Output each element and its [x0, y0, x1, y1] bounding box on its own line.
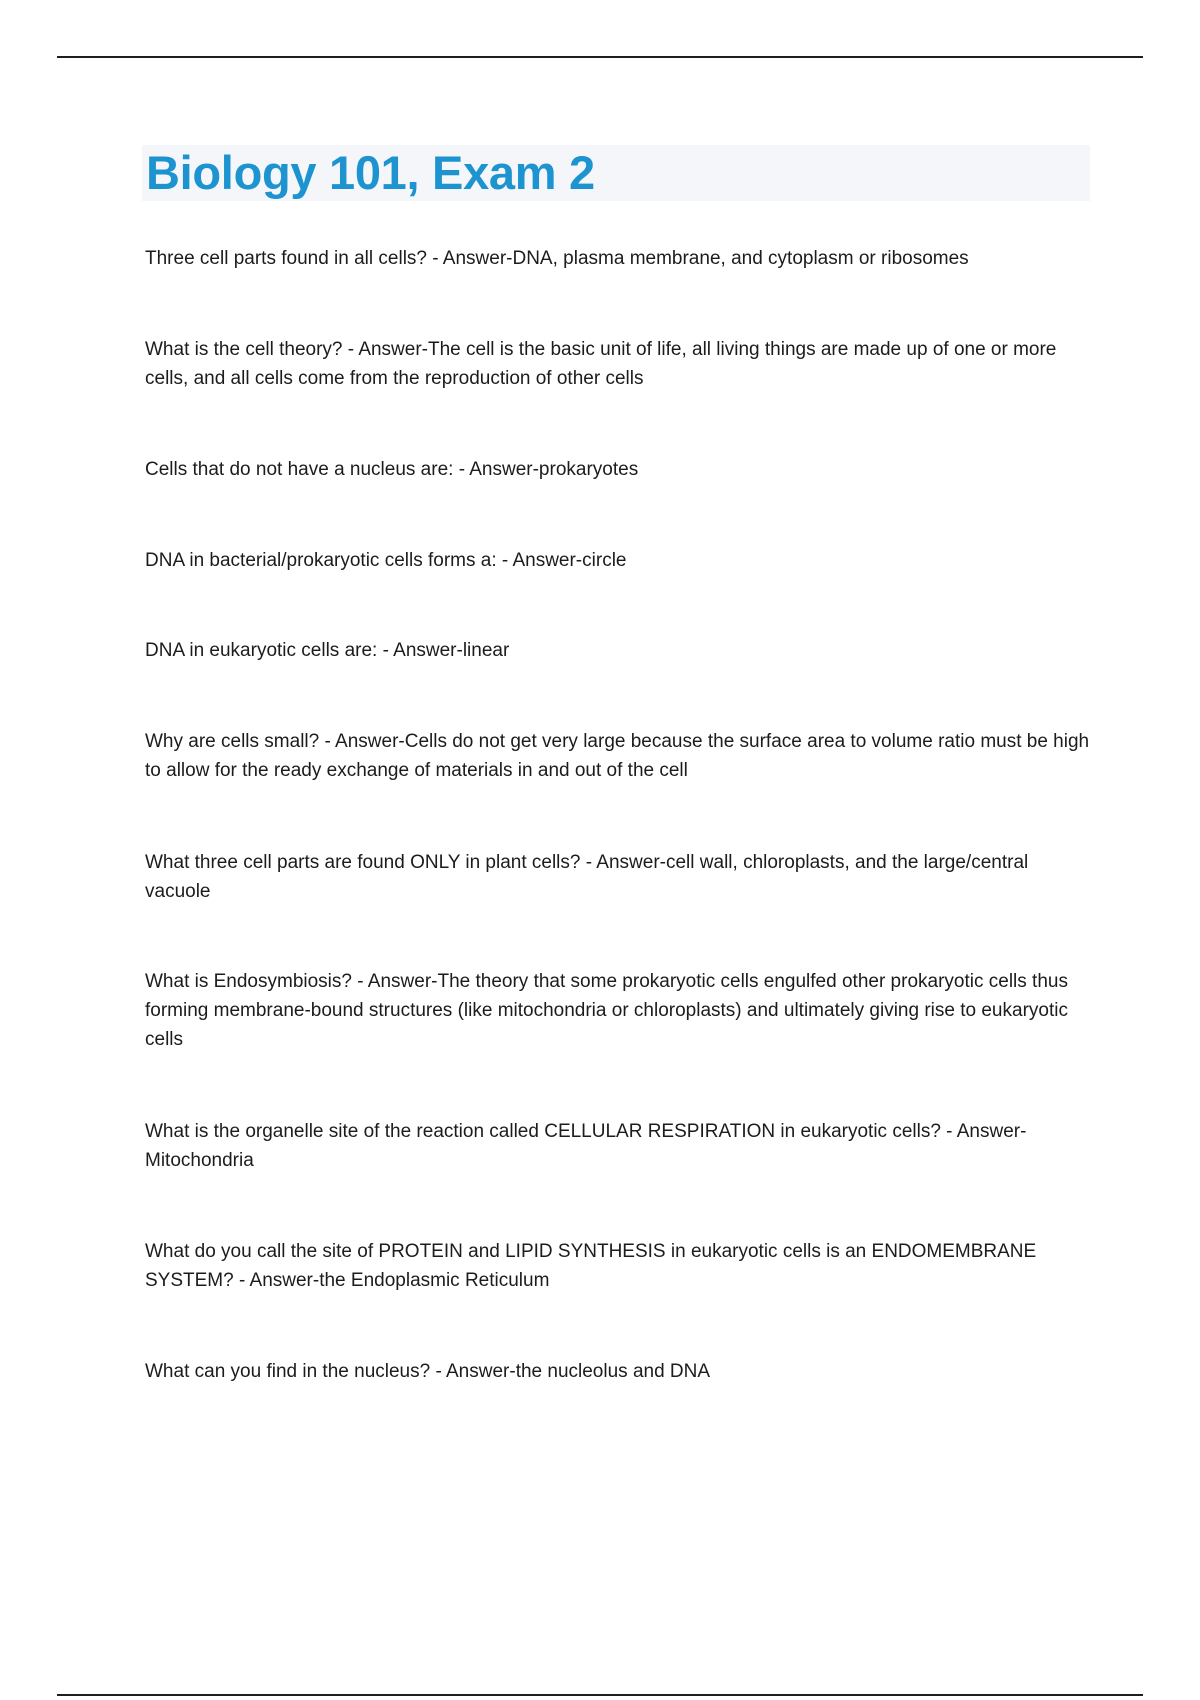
qa-item-4: DNA in bacterial/prokaryotic cells forms a: - Answer-circle: [145, 550, 627, 571]
qa-item-1: Three cell parts found in all cells? - Answer-DNA, plasma membrane, and cytoplasm or ribosomes: [145, 248, 969, 269]
qa-item-7: What three cell parts are found ONLY in plant cells? - Answer-cell wall, chloroplasts, and the large/central vacuole: [145, 852, 1029, 902]
qa-item-6: Why are cells small? - Answer-Cells do not get very large because the surface area to volume ratio must be high to allow for the ready exchange of materials in and out of the cell: [145, 731, 1090, 781]
qa-item-5: DNA in eukaryotic cells are: - Answer-linear: [145, 640, 510, 661]
top-rule: [57, 56, 1143, 58]
qa-item-10: What do you call the site of PROTEIN and LIPID SYNTHESIS in eukaryotic cells is an ENDOMEMBRANE SYSTEM? - Answer-the Endoplasmic Reticulum: [145, 1241, 1037, 1291]
bottom-rule: [57, 1694, 1143, 1696]
qa-item-8: What is Endosymbiosis? - Answer-The theory that some prokaryotic cells engulfed other prokaryotic cells thus forming membrane-bound structures (like mitochondria or chloroplasts) and ultimately giving rise to eukaryotic cells: [145, 971, 1068, 1050]
qa-item-9: What is the organelle site of the reaction called CELLULAR RESPIRATION in eukaryotic cells? - Answer-Mitochondria: [145, 1121, 1027, 1171]
qa-item-11: What can you find in the nucleus? - Answer-the nucleolus and DNA: [145, 1361, 711, 1382]
page-title: Biology 101, Exam 2: [146, 146, 595, 199]
qa-item-3: Cells that do not have a nucleus are: - Answer-prokaryotes: [145, 459, 639, 480]
qa-item-2: What is the cell theory? - Answer-The cell is the basic unit of life, all living things are made up of one or more cells, and all cells come from the reproduction of other cells: [145, 339, 1057, 389]
